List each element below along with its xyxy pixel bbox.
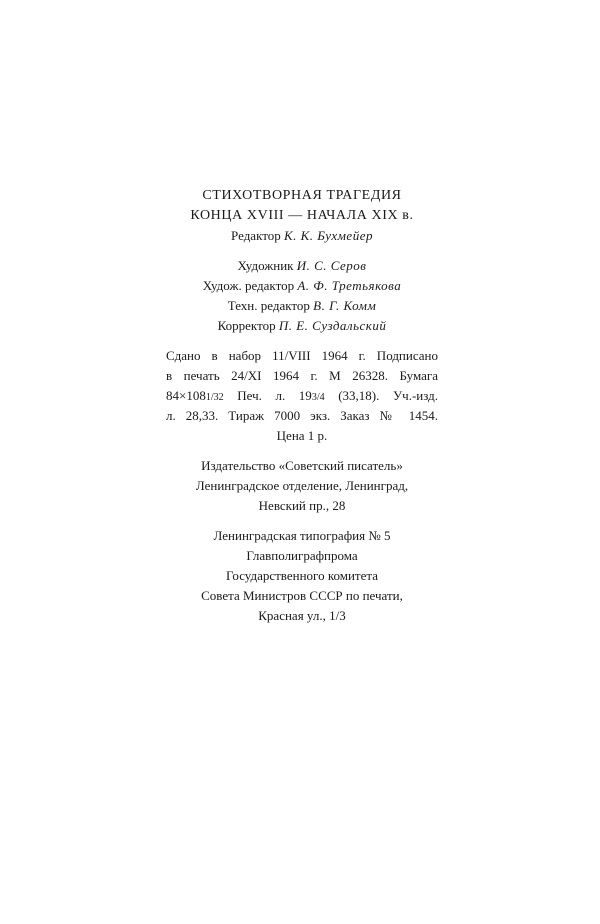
- book-title-line-1: СТИХОТВОРНАЯ ТРАГЕДИЯ: [202, 188, 402, 203]
- printer-line-2: Главполиграфпрома: [246, 548, 358, 563]
- artist-name: И. С. Серов: [296, 258, 367, 273]
- art-editor-name: А. Ф. Третьякова: [297, 278, 402, 293]
- printer-line-4: Совета Министров СССР по печати,: [201, 588, 403, 603]
- proofreader-credit: [166, 316, 438, 336]
- editor-name: К. К. Бухмейер: [283, 228, 373, 243]
- price: Цена 1 р.: [276, 428, 328, 443]
- printing-line-4: л. 28,33. Тираж 7000 экз. Заказ № 1454.: [166, 408, 438, 423]
- printing-line-3: [166, 386, 438, 406]
- sheets-detail: (33,18). Уч.-изд.: [338, 388, 439, 403]
- colophon: [166, 186, 438, 626]
- editor-credit: [166, 226, 438, 246]
- proofreader-role: Корректор: [217, 318, 276, 333]
- tech-editor-role: Техн. редактор: [227, 298, 310, 313]
- book-title-line-2: КОНЦА XVIII — НАЧАЛА XIX в.: [190, 208, 414, 223]
- paper-format-fraction: 1/32: [205, 392, 224, 403]
- printing-line-2: в печать 24/XI 1964 г. М 26328. Бумага: [166, 368, 438, 383]
- artist-credit: [166, 256, 438, 276]
- art-editor-credit: [166, 276, 438, 296]
- sheets-count: Печ. л. 19: [237, 388, 312, 403]
- sheets-count-fraction: 3/4: [311, 392, 325, 403]
- printer-line-5: Красная ул., 1/3: [258, 608, 346, 623]
- printing-line-1: Сдано в набор 11/VIII 1964 г. Подписано: [166, 348, 438, 363]
- printer-line-1: Ленинградская типография № 5: [213, 528, 391, 543]
- publisher-line-3: Невский пр., 28: [258, 498, 346, 513]
- tech-editor-credit: [166, 296, 438, 316]
- proofreader-name: П. Е. Суздальский: [278, 318, 387, 333]
- editor-role: Редактор: [231, 228, 281, 243]
- artist-role: Художник: [237, 258, 294, 273]
- art-editor-role: Худож. редактор: [202, 278, 295, 293]
- tech-editor-name: В. Г. Комм: [313, 298, 377, 313]
- paper-format: 84×108: [166, 388, 206, 403]
- publisher-line-1: Издательство «Советский писатель»: [201, 458, 403, 473]
- publisher-line-2: Ленинградское отделение, Ленинград,: [195, 478, 409, 493]
- printer-line-3: Государственного комитета: [226, 568, 378, 583]
